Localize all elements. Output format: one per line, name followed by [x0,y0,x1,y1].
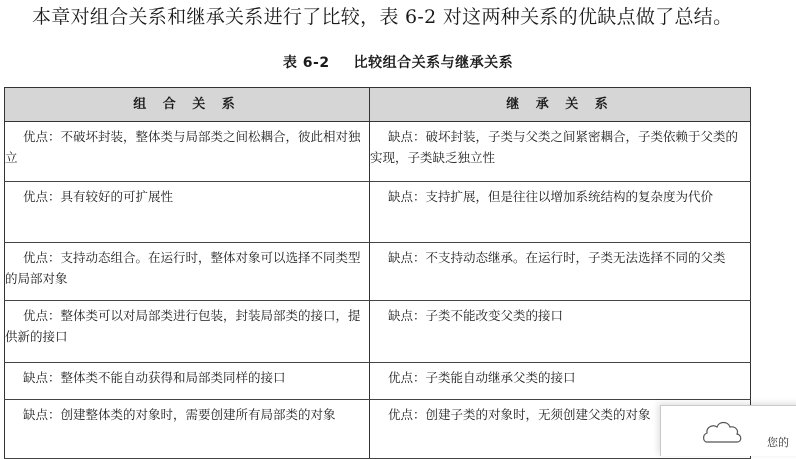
cloud-icon [701,418,745,446]
overlay-popup[interactable] [660,405,796,456]
table-row [5,182,751,243]
caption-number: 表 6-2 [282,55,330,71]
composition-cell: 缺点：整体类不能自动获得和局部类同样的接口 [5,363,370,400]
table-row [5,243,751,301]
composition-cell: 优点：支持动态组合。在运行时，整体对象可以选择不同类型的局部对象 [5,243,370,301]
inheritance-cell: 缺点：子类不能改变父类的接口 [370,301,751,363]
table-row [5,363,751,400]
caption-title: 比较组合关系与继承关系 [353,55,514,71]
inheritance-cell: 缺点：不支持动态继承。在运行时，子类无法选择不同的父类 [370,243,751,301]
table-row [5,122,751,182]
header-composition: 组 合 关 系 [5,88,370,122]
popup-text: 您的 [767,436,789,449]
header-inheritance: 继 承 关 系 [370,88,751,122]
header-row [5,88,751,122]
composition-cell: 优点：具有较好的可扩展性 [5,182,370,243]
composition-cell: 优点：整体类可以对局部类进行包装，封装局部类的接口，提供新的接口 [5,301,370,363]
composition-cell: 优点：不破坏封装，整体类与局部类之间松耦合，彼此相对独立 [5,122,370,182]
table-row [5,301,751,363]
inheritance-cell: 优点：子类能自动继承父类的接口 [370,363,751,400]
table-row [5,400,751,459]
inheritance-cell: 缺点：支持扩展，但是往往以增加系统结构的复杂度为代价 [370,182,751,243]
intro-paragraph: 本章对组合关系和继承关系进行了比较，表 6-2 对这两种关系的优缺点做了总结。 [32,6,733,28]
table-caption [0,52,796,72]
inheritance-cell: 优点：创建子类的对象时，无须创建父类的对象 [370,400,751,459]
comparison-table [4,87,751,459]
composition-cell: 缺点：创建整体类的对象时，需要创建所有局部类的对象 [5,400,370,459]
inheritance-cell: 缺点：破坏封装，子类与父类之间紧密耦合，子类依赖于父类的实现，子类缺乏独立性 [370,122,751,182]
